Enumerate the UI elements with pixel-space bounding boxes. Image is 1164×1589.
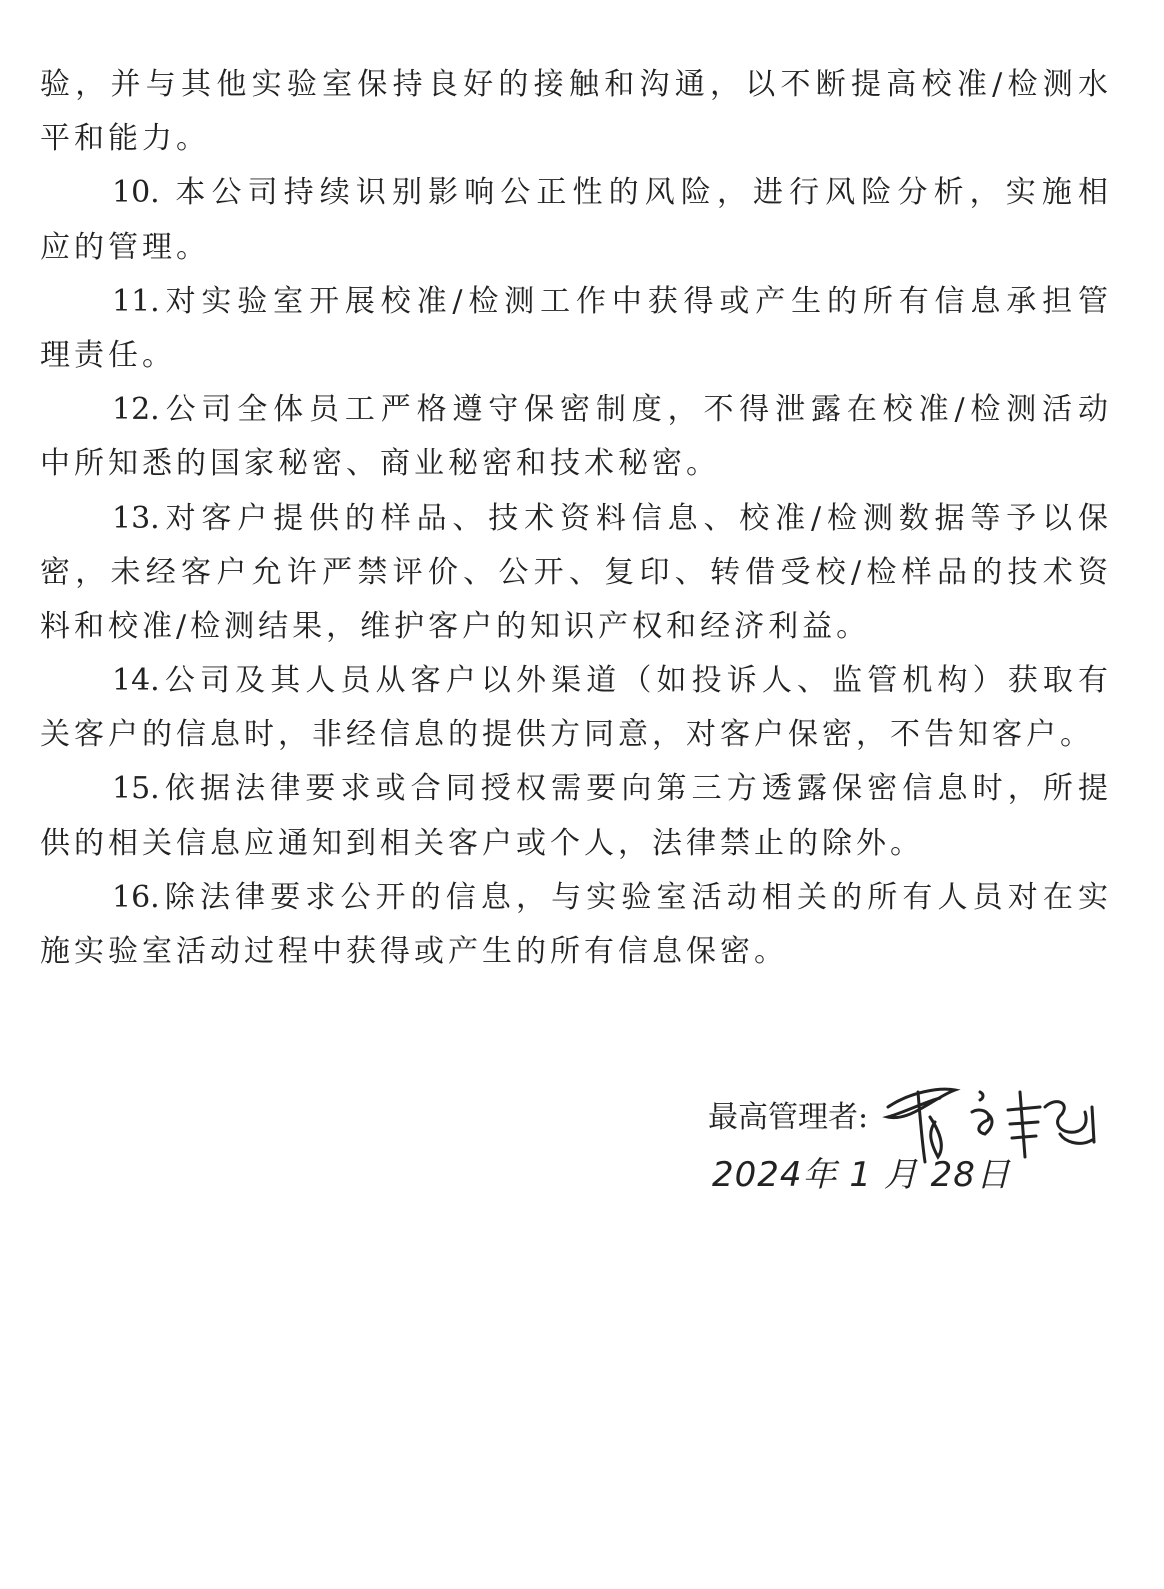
- paragraph-line: 施实验室活动过程中获得或产生的所有信息保密。: [40, 934, 788, 969]
- paragraph-line: 应的管理。: [40, 229, 210, 265]
- paragraph-line: 中所知悉的国家秘密、商业秘密和技术秘密。: [40, 446, 720, 482]
- paragraph-line: 12.公司全体员工严格遵守保密制度，不得泄露在校准/检测活动: [112, 392, 1108, 428]
- paragraph-line: 供的相关信息应通知到相关客户或个人，法律禁止的除外。: [40, 825, 924, 861]
- paragraph-line: 平和能力。: [40, 121, 210, 157]
- document-body: [40, 58, 1108, 979]
- paragraph-line: 关客户的信息时，非经信息的提供方同意，对客户保密，不告知客户。: [40, 717, 1094, 753]
- paragraph-line: 验，并与其他实验室保持良好的接触和沟通，以不断提高校准/检测水: [40, 67, 1108, 102]
- paragraph-line: 料和校准/检测结果，维护客户的知识产权和经济利益。: [40, 608, 871, 644]
- paragraph-line: 10. 本公司持续识别影响公正性的风险，进行风险分析，实施相: [112, 175, 1108, 211]
- paragraph-line: 14.公司及其人员从客户以外渠道（如投诉人、监管机构）获取有: [112, 663, 1108, 699]
- signature-label: 最高管理者:: [708, 1100, 869, 1135]
- paragraph-line: 13.对客户提供的样品、技术资料信息、校准/检测数据等予以保: [112, 500, 1108, 536]
- paragraph-line: 15.依据法律要求或合同授权需要向第三方透露保密信息时，所提: [112, 771, 1108, 807]
- paragraph-line: 密，未经客户允许严禁评价、公开、复印、转借受校/检样品的技术资: [40, 554, 1108, 590]
- signature-date: 2024年 1 月 28日: [712, 1155, 1011, 1195]
- paragraph-line: 16.除法律要求公开的信息，与实验室活动相关的所有人员对在实: [112, 879, 1108, 915]
- paragraph-line: 11.对实验室开展校准/检测工作中获得或产生的所有信息承担管: [112, 283, 1108, 319]
- paragraph-line: 理责任。: [40, 337, 176, 373]
